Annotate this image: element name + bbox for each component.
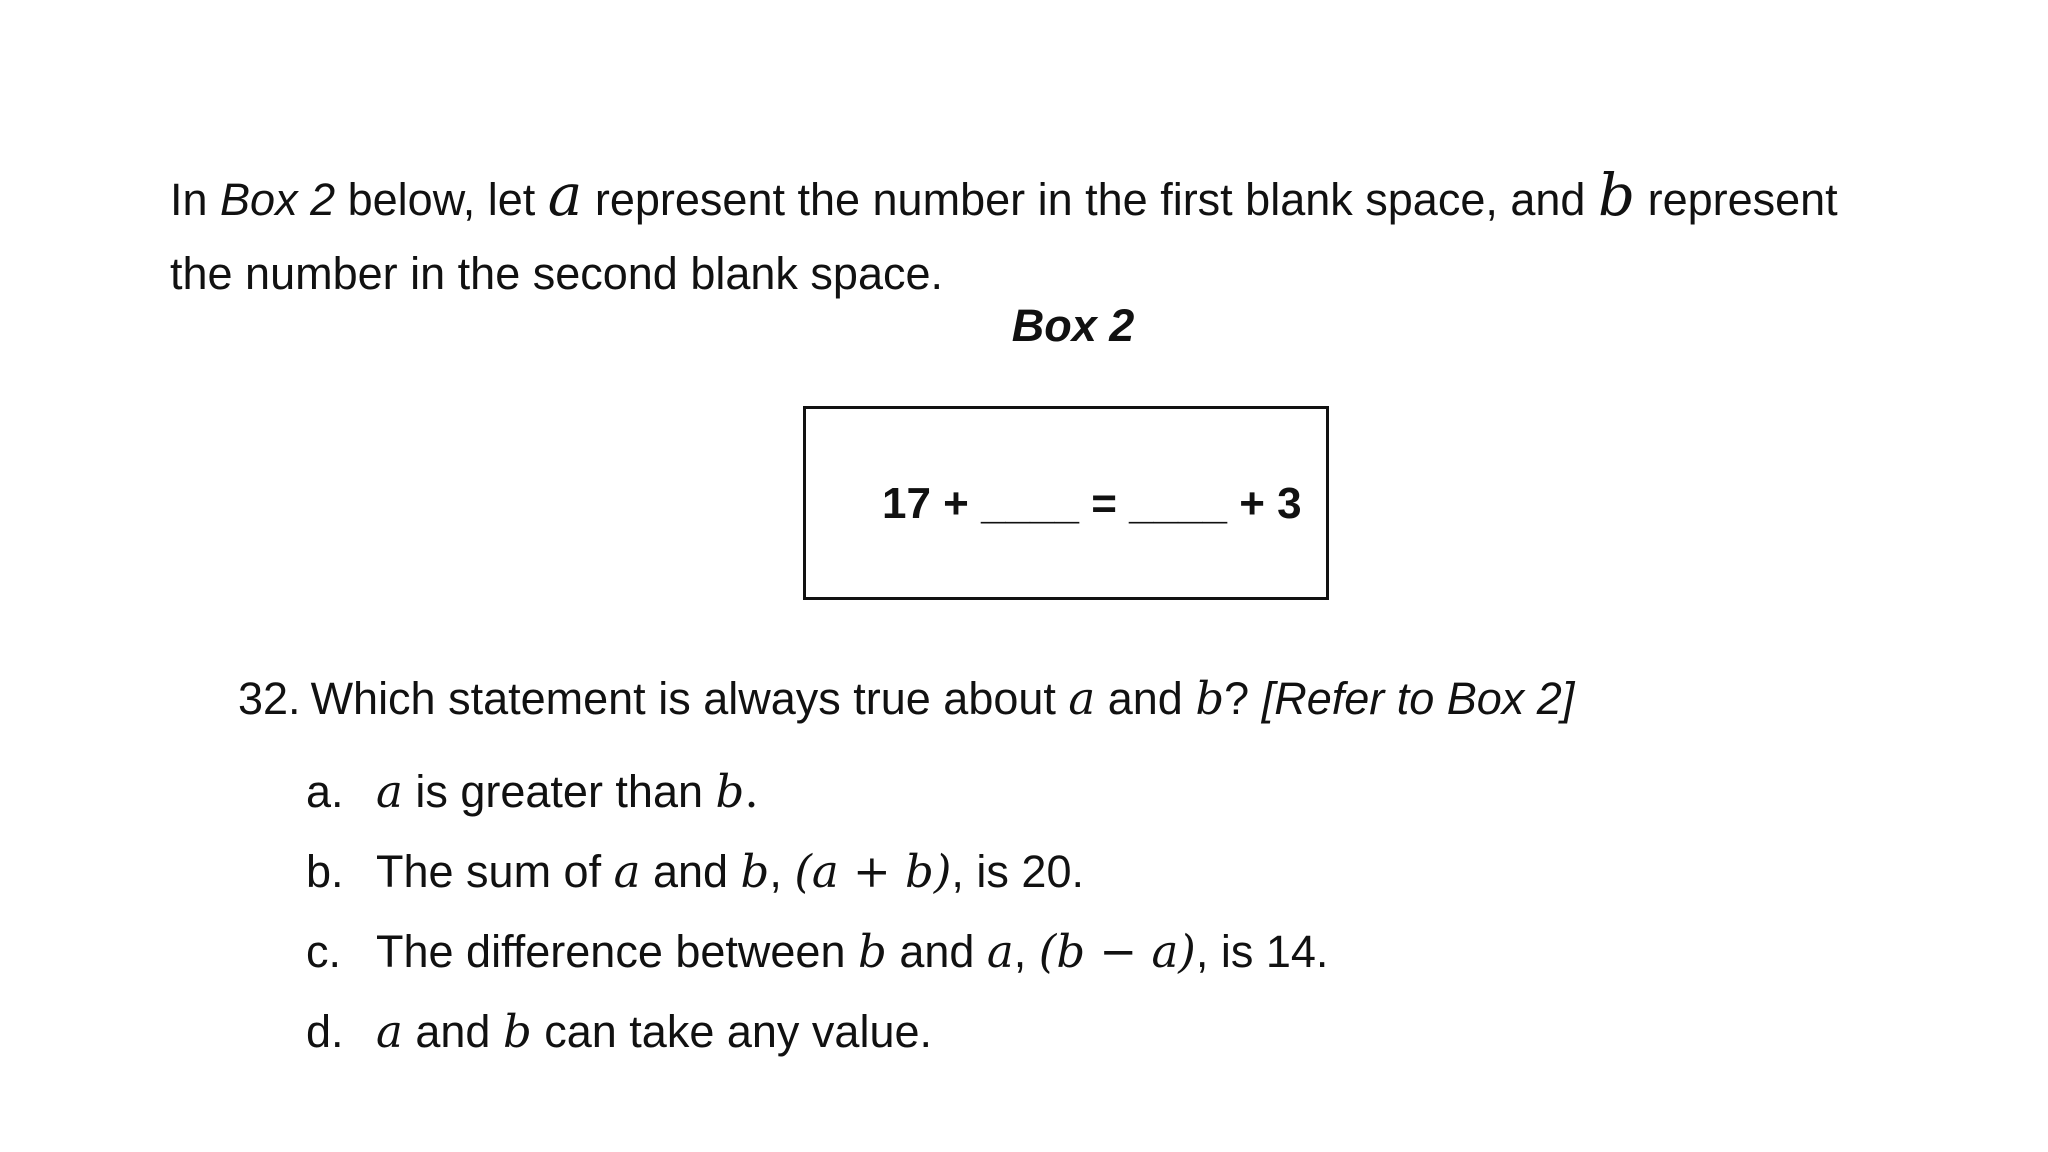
- intro-line-2: the number in the second blank space.: [170, 248, 943, 299]
- option-text: and: [886, 926, 987, 977]
- box-title: Box 2: [1011, 300, 1135, 351]
- variable-a: a: [376, 765, 403, 818]
- intro-text: below, let: [335, 174, 548, 225]
- variable-b: b: [1597, 161, 1636, 229]
- equation: 17 + ____ = ____ + 3: [882, 479, 1302, 528]
- variable-a: a: [547, 161, 583, 229]
- variable-a: a: [1068, 672, 1096, 725]
- option-letter: b.: [306, 846, 344, 897]
- option-c[interactable]: [306, 912, 1328, 992]
- intro-paragraph: [170, 158, 2010, 311]
- option-letter: c.: [306, 926, 342, 977]
- option-text: can take any value.: [531, 1006, 933, 1057]
- answer-options: [306, 752, 1328, 1072]
- math-expression: (b − a): [1038, 925, 1196, 978]
- option-text: , is 14.: [1195, 926, 1329, 977]
- question-text: Which statement is always true about: [310, 673, 1069, 724]
- question-reference: [Refer to Box 2]: [1249, 673, 1575, 724]
- option-text: and: [640, 846, 741, 897]
- question-text: and: [1095, 673, 1196, 724]
- option-d[interactable]: [306, 992, 1328, 1072]
- option-text: ,: [769, 846, 795, 897]
- question-32: [238, 672, 1574, 725]
- question-number: 32.: [238, 673, 301, 724]
- intro-text: In: [170, 174, 221, 225]
- variable-a: a: [986, 925, 1014, 978]
- variable-b: b: [1195, 672, 1225, 725]
- equation-box: [803, 406, 1329, 600]
- variable-a: a: [376, 1005, 403, 1058]
- option-text: and: [402, 1006, 503, 1057]
- option-text: .: [744, 765, 759, 818]
- option-b[interactable]: [306, 832, 1328, 912]
- option-letter: d.: [306, 1006, 344, 1057]
- intro-text: represent: [1635, 174, 1838, 225]
- option-a[interactable]: [306, 752, 1328, 832]
- intro-box-reference: Box 2: [220, 174, 336, 225]
- option-text: , is 20.: [951, 846, 1084, 897]
- variable-a: a: [613, 845, 641, 898]
- option-letter: a.: [306, 766, 344, 817]
- variable-b: b: [502, 1005, 532, 1058]
- intro-text: represent the number in the first blank space, and: [582, 174, 1598, 225]
- variable-b: b: [715, 765, 745, 818]
- option-text: ,: [1013, 926, 1039, 977]
- question-text: ?: [1224, 673, 1250, 724]
- variable-b: b: [858, 925, 887, 978]
- option-text: The sum of: [376, 846, 614, 897]
- math-expression: (a + b): [794, 845, 952, 898]
- option-text: is greater than: [402, 766, 716, 817]
- variable-b: b: [740, 845, 770, 898]
- intro-line-1: [170, 158, 2010, 237]
- option-text: The difference between: [376, 926, 858, 977]
